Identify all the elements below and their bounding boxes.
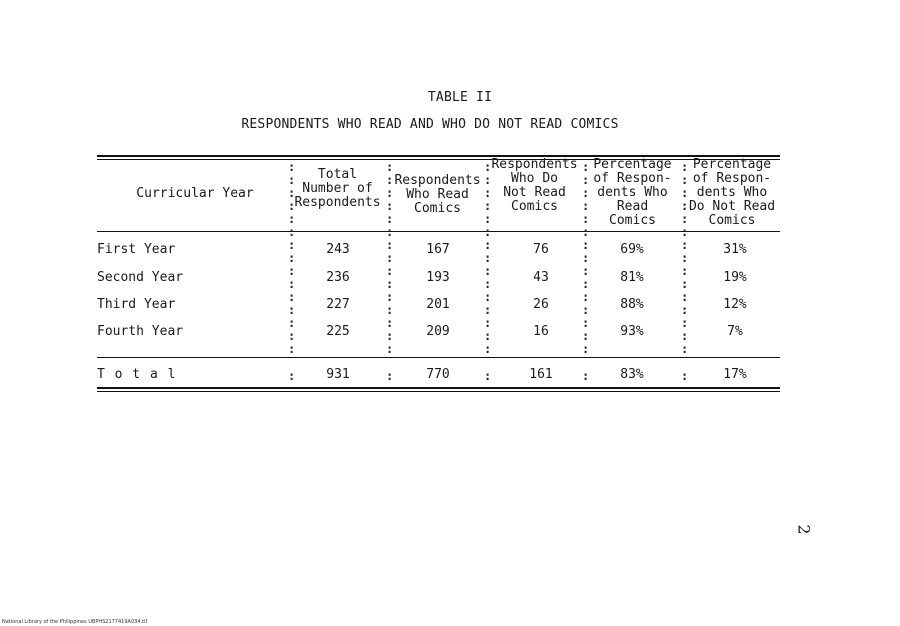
total-rule	[97, 357, 780, 358]
column-separator-colon: :	[582, 238, 590, 252]
bottom-rule	[97, 387, 780, 389]
column-separator-colon: :	[484, 303, 492, 317]
column-separator-colon: :	[386, 290, 394, 304]
column-separator-colon: :	[582, 316, 590, 330]
column-separator-colon: :	[288, 369, 296, 383]
row-year: Fourth Year	[97, 324, 184, 339]
table-subtitle: RESPONDENTS WHO READ AND WHO DO NOT READ COMICS	[241, 117, 619, 132]
row-total: 225	[326, 324, 350, 339]
row-pct-read: 88%	[620, 297, 644, 312]
column-separator-colon: :	[582, 186, 590, 200]
row-total: 227	[326, 297, 350, 312]
column-separator-colon: :	[288, 199, 296, 213]
column-separator-colon: :	[288, 238, 296, 252]
column-separator-colon: :	[681, 329, 689, 343]
row-pct-read: 69%	[620, 242, 644, 257]
column-separator-colon: :	[681, 212, 689, 226]
column-separator-colon: :	[681, 264, 689, 278]
row-not-read: 16	[533, 324, 549, 339]
row-pct-read: 93%	[620, 324, 644, 339]
column-separator-colon: :	[582, 290, 590, 304]
row-total: 236	[326, 270, 350, 285]
column-separator-colon: :	[386, 369, 394, 383]
column-separator-colon: :	[681, 290, 689, 304]
column-separator-colon: :	[288, 225, 296, 239]
column-separator-colon: :	[681, 251, 689, 265]
row-not-read: 43	[533, 270, 549, 285]
column-separator-colon: :	[386, 264, 394, 278]
header-curricular-year: Curricular Year	[136, 186, 254, 201]
header-total-respondents: Total Number of Respondents	[294, 167, 381, 210]
column-separator-colon: :	[386, 212, 394, 226]
column-separator-colon: :	[681, 225, 689, 239]
column-separator-colon: :	[681, 303, 689, 317]
row-pct-not-read: 31%	[723, 242, 747, 257]
row-pct-read: 81%	[620, 270, 644, 285]
column-separator-colon: :	[386, 329, 394, 343]
footer-note: National Library of the Philippines UBPHS2177419A034.tif	[2, 619, 148, 625]
column-separator-colon: :	[386, 303, 394, 317]
column-separator-colon: :	[582, 369, 590, 383]
column-separator-colon: :	[582, 199, 590, 213]
column-separator-colon: :	[386, 160, 394, 174]
column-separator-colon: :	[484, 277, 492, 291]
column-separator-colon: :	[484, 238, 492, 252]
table-title: TABLE II	[427, 90, 493, 105]
column-separator-colon: :	[484, 316, 492, 330]
page-number: 2	[794, 524, 814, 535]
column-separator-colon: :	[582, 277, 590, 291]
column-separator-colon: :	[681, 160, 689, 174]
row-year: Second Year	[97, 270, 184, 285]
row-read: 201	[426, 297, 450, 312]
row-pct-not-read: 7%	[727, 324, 743, 339]
row-not-read: 26	[533, 297, 549, 312]
row-read: 209	[426, 324, 450, 339]
total-pct-not-read: 17%	[723, 367, 747, 382]
column-separator-colon: :	[484, 342, 492, 356]
column-separator-colon: :	[386, 199, 394, 213]
column-separator-colon: :	[484, 199, 492, 213]
row-read: 193	[426, 270, 450, 285]
header-respondents-not-read: Respondents Who Do Not Read Comics	[491, 157, 578, 214]
row-year: First Year	[97, 242, 176, 257]
column-separator-colon: :	[582, 342, 590, 356]
column-separator-colon: :	[288, 264, 296, 278]
column-separator-colon: :	[582, 264, 590, 278]
row-total: 243	[326, 242, 350, 257]
row-pct-not-read: 12%	[723, 297, 747, 312]
row-not-read: 76	[533, 242, 549, 257]
column-separator-colon: :	[484, 329, 492, 343]
column-separator-colon: :	[582, 212, 590, 226]
column-separator-colon: :	[288, 173, 296, 187]
header-respondents-who-read: Respondents Who Read Comics	[394, 173, 481, 216]
column-separator-colon: :	[484, 225, 492, 239]
column-separator-colon: :	[386, 186, 394, 200]
column-separator-colon: :	[386, 316, 394, 330]
column-separator-colon: :	[484, 160, 492, 174]
total-label: T o t a l	[97, 367, 177, 382]
column-separator-colon: :	[288, 342, 296, 356]
column-separator-colon: :	[386, 251, 394, 265]
column-separator-colon: :	[484, 212, 492, 226]
column-separator-colon: :	[386, 173, 394, 187]
header-pct-not-read: Percentage of Respon- dents Who Do Not Read Comics	[688, 157, 776, 228]
column-separator-colon: :	[288, 290, 296, 304]
column-separator-colon: :	[681, 199, 689, 213]
column-separator-colon: :	[484, 251, 492, 265]
total-not-read: 161	[529, 367, 553, 382]
column-separator-colon: :	[582, 160, 590, 174]
column-separator-colon: :	[582, 225, 590, 239]
column-separator-colon: :	[681, 186, 689, 200]
column-separator-colon: :	[288, 329, 296, 343]
column-separator-colon: :	[582, 303, 590, 317]
header-pct-read: Percentage of Respon- dents Who Read Comics	[593, 157, 672, 228]
row-year: Third Year	[97, 297, 176, 312]
column-separator-colon: :	[681, 173, 689, 187]
top-rule	[97, 155, 780, 157]
column-separator-colon: :	[681, 238, 689, 252]
column-separator-colon: :	[681, 316, 689, 330]
column-separator-colon: :	[681, 342, 689, 356]
column-separator-colon: :	[288, 186, 296, 200]
column-separator-colon: :	[288, 212, 296, 226]
bottom-rule-inner	[97, 391, 780, 392]
total-read: 770	[426, 367, 450, 382]
column-separator-colon: :	[582, 251, 590, 265]
column-separator-colon: :	[386, 238, 394, 252]
column-separator-colon: :	[582, 329, 590, 343]
column-separator-colon: :	[288, 303, 296, 317]
column-separator-colon: :	[288, 277, 296, 291]
column-separator-colon: :	[288, 316, 296, 330]
column-separator-colon: :	[681, 277, 689, 291]
total-respondents: 931	[326, 367, 350, 382]
column-separator-colon: :	[484, 369, 492, 383]
column-separator-colon: :	[681, 369, 689, 383]
column-separator-colon: :	[288, 251, 296, 265]
column-separator-colon: :	[484, 290, 492, 304]
header-rule	[97, 231, 780, 232]
column-separator-colon: :	[386, 342, 394, 356]
column-separator-colon: :	[288, 160, 296, 174]
column-separator-colon: :	[484, 186, 492, 200]
column-separator-colon: :	[386, 277, 394, 291]
column-separator-colon: :	[582, 173, 590, 187]
column-separator-colon: :	[386, 225, 394, 239]
column-separator-colon: :	[484, 173, 492, 187]
total-pct-read: 83%	[620, 367, 644, 382]
row-pct-not-read: 19%	[723, 270, 747, 285]
row-read: 167	[426, 242, 450, 257]
column-separator-colon: :	[484, 264, 492, 278]
